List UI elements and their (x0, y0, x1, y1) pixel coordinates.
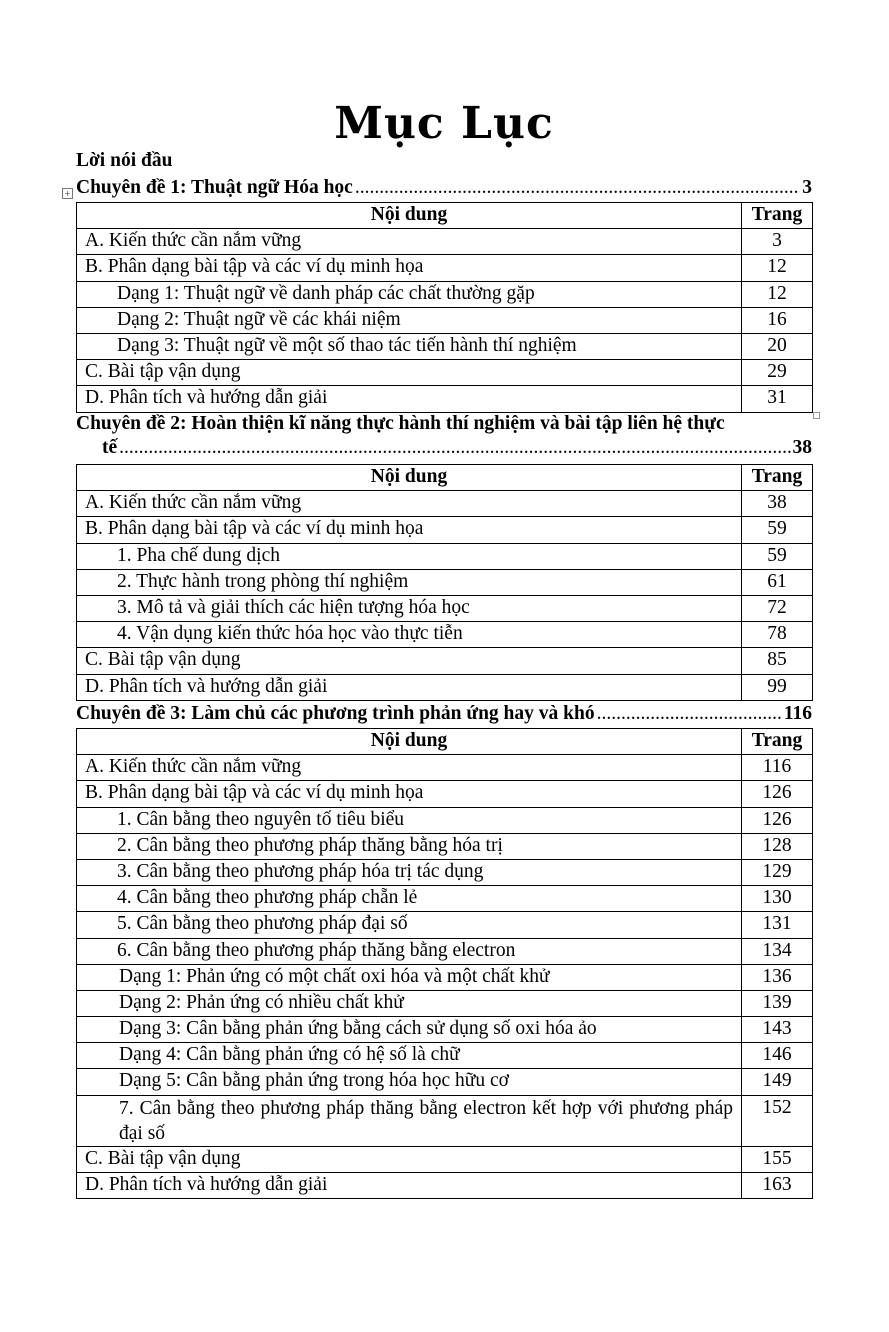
table-row (77, 1069, 813, 1095)
table-row (77, 255, 813, 281)
chapter-3-page: 116 (783, 703, 812, 724)
row-label: Dạng 2: Phản ứng có nhiều chất khử (77, 990, 742, 1016)
row-label: 3. Mô tả và giải thích các hiện tượng hóa học (77, 595, 742, 621)
row-label: D. Phân tích và hướng dẫn giải (77, 386, 742, 412)
chapter-2-title: Chuyên đề 2: Hoàn thiện kĩ năng thực hành thí nghiệm và bài tập liên hệ thực (76, 413, 725, 434)
table-row (77, 360, 813, 386)
row-label: Dạng 1: Phản ứng có một chất oxi hóa và một chất khử (77, 964, 742, 990)
row-page: 139 (742, 990, 813, 1016)
table-row (77, 755, 813, 781)
table-row (77, 674, 813, 700)
table-row (77, 912, 813, 938)
row-page: 130 (742, 886, 813, 912)
table-row (77, 333, 813, 359)
row-page: 146 (742, 1043, 813, 1069)
row-label: 1. Cân bằng theo nguyên tố tiêu biểu (77, 807, 742, 833)
row-page: 20 (742, 333, 813, 359)
table-row (77, 938, 813, 964)
row-label: C. Bài tập vận dụng (77, 360, 742, 386)
row-page: 3 (742, 229, 813, 255)
row-page: 128 (742, 833, 813, 859)
table-row (77, 886, 813, 912)
row-page: 99 (742, 674, 813, 700)
row-page: 38 (742, 491, 813, 517)
row-label: Dạng 2: Thuật ngữ về các khái niệm (77, 307, 742, 333)
header-page: Trang (742, 203, 813, 229)
table-row (77, 1043, 813, 1069)
row-page: 16 (742, 307, 813, 333)
row-page: 163 (742, 1172, 813, 1198)
chapter-1-heading (76, 176, 812, 200)
table-move-handle-icon[interactable]: + (62, 188, 73, 199)
row-label: 3. Cân bằng theo phương pháp hóa trị tác dụng (77, 859, 742, 885)
table-row (77, 648, 813, 674)
page-title: Mục Lục (334, 98, 554, 149)
header-content: Nội dung (77, 729, 742, 755)
row-page: 136 (742, 964, 813, 990)
table-row (77, 622, 813, 648)
row-page: 31 (742, 386, 813, 412)
table-row (77, 569, 813, 595)
row-page: 72 (742, 595, 813, 621)
table-row (77, 859, 813, 885)
chapter-1-title: Chuyên đề 1: Thuật ngữ Hóa học (76, 177, 353, 198)
row-page: 59 (742, 517, 813, 543)
table-row (77, 990, 813, 1016)
row-label: Dạng 5: Cân bằng phản ứng trong hóa học hữu cơ (77, 1069, 742, 1095)
row-page: 134 (742, 938, 813, 964)
chapter-1-table (76, 202, 813, 413)
table-row (77, 1146, 813, 1172)
header-page: Trang (742, 465, 813, 491)
table-row (77, 1017, 813, 1043)
table-row (77, 1095, 813, 1146)
row-label: A. Kiến thức cần nắm vững (77, 229, 742, 255)
chapter-3-title: Chuyên đề 3: Làm chủ các phương trình phản ứng hay và khó (76, 703, 595, 724)
row-page: 78 (742, 622, 813, 648)
table-row (77, 1172, 813, 1198)
row-label: C. Bài tập vận dụng (77, 1146, 742, 1172)
intro-heading: Lời nói đầu (76, 150, 173, 171)
row-label: B. Phân dạng bài tập và các ví dụ minh họa (77, 255, 742, 281)
chapter-2-heading (76, 412, 812, 460)
chapter-3-heading (76, 702, 812, 726)
row-page: 29 (742, 360, 813, 386)
table-row (77, 964, 813, 990)
header-content: Nội dung (77, 465, 742, 491)
row-label: 4. Vận dụng kiến thức hóa học vào thực tiễn (77, 622, 742, 648)
table-row (77, 281, 813, 307)
table-row (77, 807, 813, 833)
row-page: 126 (742, 807, 813, 833)
row-label: 2. Thực hành trong phòng thí nghiệm (77, 569, 742, 595)
dot-leader (355, 176, 800, 200)
row-label: 4. Cân bằng theo phương pháp chẵn lẻ (77, 886, 742, 912)
row-label: 2. Cân bằng theo phương pháp thăng bằng hóa trị (77, 833, 742, 859)
table-row (77, 833, 813, 859)
row-page: 143 (742, 1017, 813, 1043)
table-resize-handle[interactable] (813, 412, 820, 419)
chapter-2-page: 38 (792, 437, 812, 458)
row-page: 126 (742, 781, 813, 807)
row-label: Dạng 3: Thuật ngữ về một số thao tác tiến hành thí nghiệm (77, 333, 742, 359)
table-row (77, 491, 813, 517)
table-row (77, 307, 813, 333)
row-page: 85 (742, 648, 813, 674)
table-row (77, 781, 813, 807)
row-label: A. Kiến thức cần nắm vững (77, 755, 742, 781)
row-label: B. Phân dạng bài tập và các ví dụ minh họa (77, 517, 742, 543)
row-page: 152 (742, 1095, 813, 1146)
table-header (77, 465, 813, 491)
header-page: Trang (742, 729, 813, 755)
row-page: 12 (742, 281, 813, 307)
header-content: Nội dung (77, 203, 742, 229)
row-label: D. Phân tích và hướng dẫn giải (77, 1172, 742, 1198)
table-header (77, 729, 813, 755)
row-page: 129 (742, 859, 813, 885)
row-label: 7. Cân bằng theo phương pháp thăng bằng electron kết hợp với phương pháp đại số (77, 1095, 742, 1146)
table-row (77, 543, 813, 569)
chapter-3-table (76, 728, 813, 1199)
row-page: 12 (742, 255, 813, 281)
table-header (77, 203, 813, 229)
chapter-2-title-cont: tế (102, 437, 118, 458)
row-label: Dạng 4: Cân bằng phản ứng có hệ số là chữ (77, 1043, 742, 1069)
row-label: Dạng 3: Cân bằng phản ứng bằng cách sử dụng số oxi hóa ảo (77, 1017, 742, 1043)
chapter-2-title-line1 (76, 412, 812, 436)
table-row (77, 229, 813, 255)
row-label: 5. Cân bằng theo phương pháp đại số (77, 912, 742, 938)
chapter-2-table (76, 464, 813, 701)
row-label: 1. Pha chế dung dịch (77, 543, 742, 569)
row-page: 155 (742, 1146, 813, 1172)
row-page: 131 (742, 912, 813, 938)
row-page: 59 (742, 543, 813, 569)
table-row (77, 595, 813, 621)
row-page: 61 (742, 569, 813, 595)
row-label: B. Phân dạng bài tập và các ví dụ minh họa (77, 781, 742, 807)
table-row (77, 517, 813, 543)
row-label: D. Phân tích và hướng dẫn giải (77, 674, 742, 700)
dot-leader (597, 702, 782, 726)
row-label: C. Bài tập vận dụng (77, 648, 742, 674)
dot-leader (119, 436, 790, 460)
row-page: 116 (742, 755, 813, 781)
row-page: 149 (742, 1069, 813, 1095)
row-label: 6. Cân bằng theo phương pháp thăng bằng electron (77, 938, 742, 964)
row-label: A. Kiến thức cần nắm vững (77, 491, 742, 517)
table-row (77, 386, 813, 412)
chapter-1-page: 3 (802, 177, 812, 198)
row-label: Dạng 1: Thuật ngữ về danh pháp các chất thường gặp (77, 281, 742, 307)
